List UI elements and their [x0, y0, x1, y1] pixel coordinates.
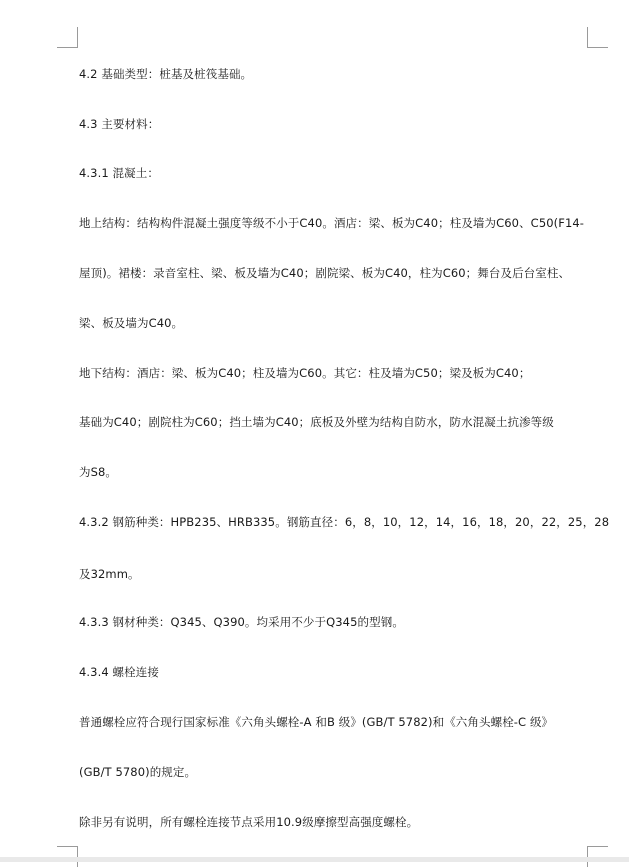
section-4-3-2-rebar-line-2[interactable]: 及32mm。 — [79, 567, 140, 581]
section-4-3-2-rebar-line-1[interactable]: 4.3.2 钢筋种类：HPB235、HRB335。钢筋直径：6，8，10，12，14，16，18，20，22，25，28 — [79, 515, 610, 529]
section-4-3-3-steel[interactable]: 4.3.3 钢材种类：Q345、Q390。均采用不少于Q345的型钢。 — [79, 615, 404, 629]
page-gap — [0, 857, 629, 862]
section-4-2-foundation-type[interactable]: 4.2 基础类型：桩基及桩筏基础。 — [79, 67, 253, 81]
paragraph-above-ground-line-1[interactable]: 地上结构：结构构件混凝土强度等级不小于C40。酒店：梁、板为C40；柱及墙为C60、C50(F14- — [79, 216, 585, 230]
paragraph-underground-line-1[interactable]: 地下结构：酒店：梁、板为C40；柱及墙为C60。其它：柱及墙为C50；梁及板为C40； — [79, 366, 531, 380]
paragraph-ordinary-bolts-line-1[interactable]: 普通螺栓应符合现行国家标准《六角头螺栓-A 和B 级》(GB/T 5782)和《六角头螺栓-C 级》 — [79, 715, 554, 729]
paragraph-above-ground-line-3[interactable]: 梁、板及墙为C40。 — [79, 316, 184, 330]
margin-corner-top-right — [587, 27, 608, 48]
section-4-3-main-materials[interactable]: 4.3 主要材料： — [79, 117, 160, 131]
paragraph-underground-line-2[interactable]: 基础为C40；剧院柱为C60；挡土墙为C40；底板及外壁为结构自防水，防水混凝土抗渗等级 — [79, 415, 554, 429]
paragraph-above-ground-line-2[interactable]: 屋顶)。裙楼：录音室柱、梁、板及墙为C40；剧院梁、板为C40，柱为C60；舞台及后台室柱、 — [79, 266, 571, 280]
section-4-3-4-bolts[interactable]: 4.3.4 螺栓连接 — [79, 665, 159, 679]
paragraph-high-strength-bolts[interactable]: 除非另有说明，所有螺栓连接节点采用10.9级摩擦型高强度螺栓。 — [79, 815, 419, 829]
paragraph-underground-line-3[interactable]: 为S8。 — [79, 465, 118, 479]
paragraph-ordinary-bolts-line-2[interactable]: (GB/T 5780)的规定。 — [79, 765, 197, 779]
section-4-3-1-concrete[interactable]: 4.3.1 混凝土： — [79, 166, 159, 180]
margin-corner-top-left — [57, 27, 78, 48]
